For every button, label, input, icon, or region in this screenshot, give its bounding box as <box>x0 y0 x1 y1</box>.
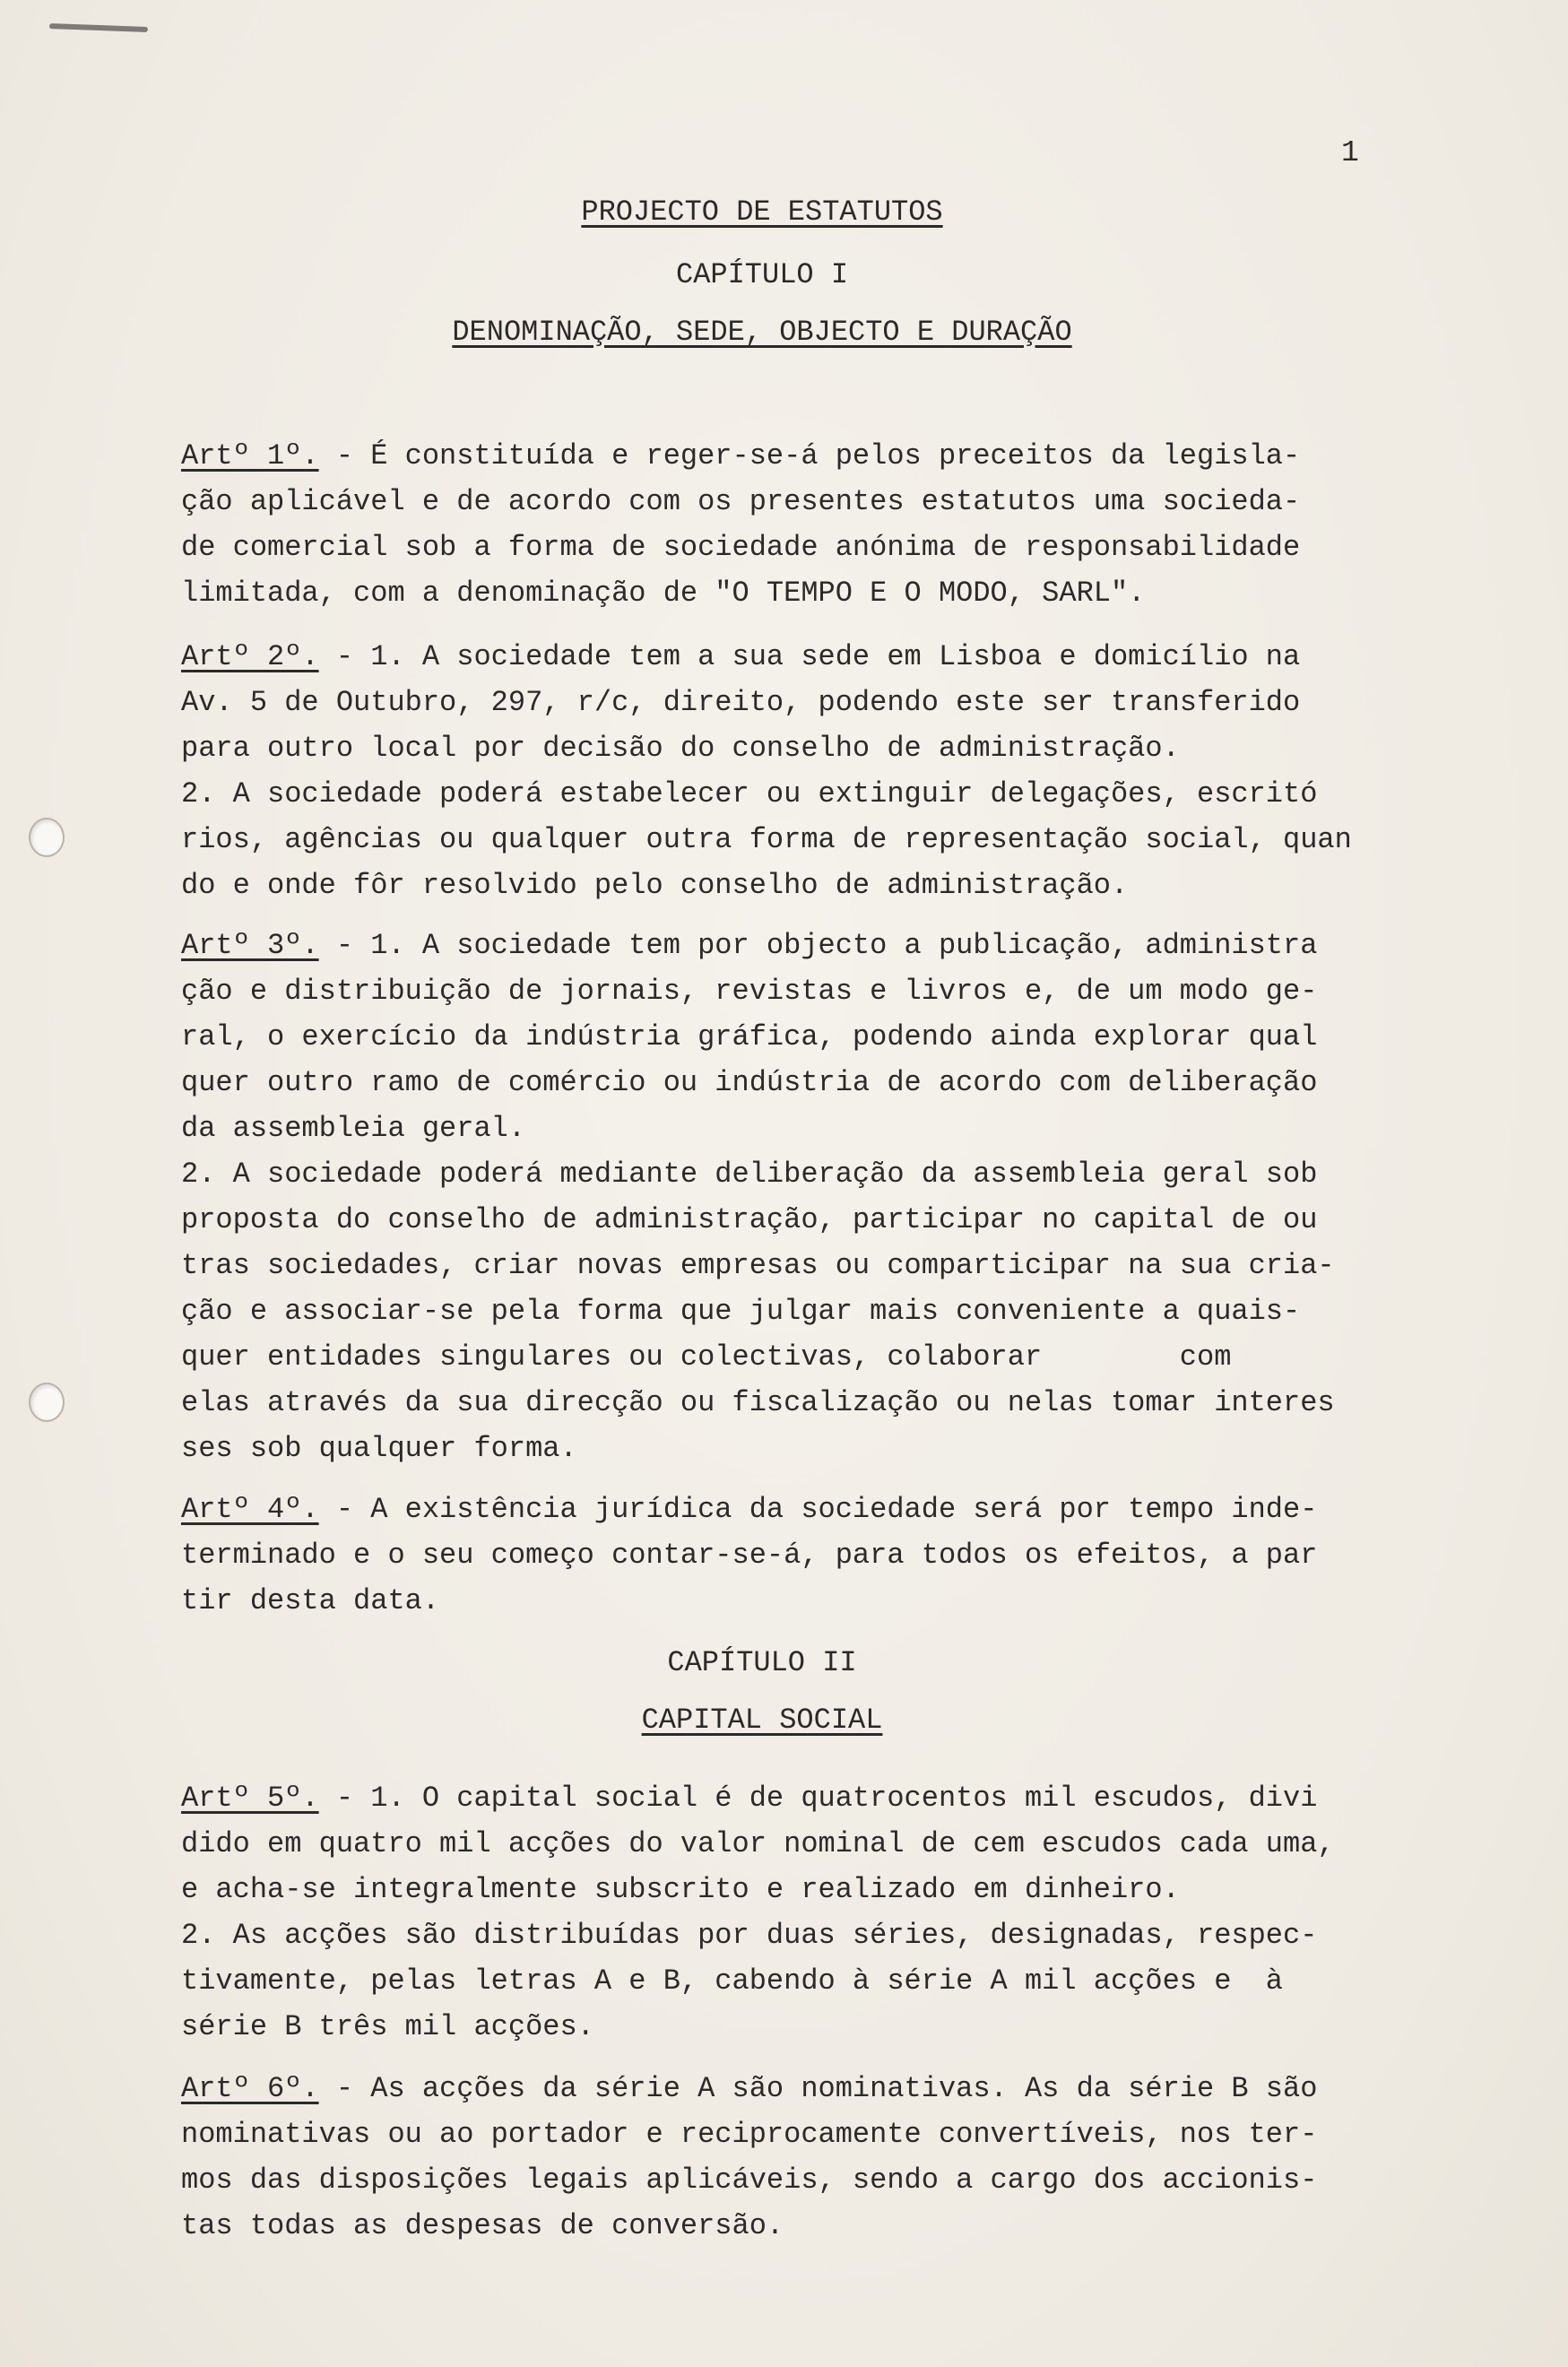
article-label: Artº 1º. <box>181 439 319 473</box>
article-label: Artº 5º. <box>181 1782 319 1815</box>
article-2: Artº 2º. - 1. A sociedade tem a sua sede em Lisboa e domicílio na Av. 5 de Outubro, 297, r/c, direito, podendo este ser transferido para outro local por decisão do conselho de administração. 2. A sociedade poderá estabelecer ou extinguir delegações, escritó rios, agências ou qualquer outra forma de representação social, quan do e onde fôr resolvido pelo conselho de administração. <box>181 640 1352 902</box>
document-title: PROJECTO DE ESTATUTOS <box>581 195 943 229</box>
punch-hole <box>29 1383 65 1422</box>
article-3: Artº 3º. - 1. A sociedade tem por objecto a publicação, administra ção e distribuição de jornais, revistas e livros e, de um modo ge- ral, o exercício da indústria gráfica, podendo ainda explorar qual quer outro ramo de comércio ou indústria de acordo com deliberação da assembleia geral. 2. A sociedade poderá mediante deliberação da assembleia geral sob proposta do conselho de administração, participar no capital de ou tras sociedades, criar novas empresas ou comparticipar na sua cria- ção e associar-se pela forma que julgar mais conveniente a quais- quer entidades singulares ou colectivas, colaborar com elas através da sua direcção ou fiscalização ou nelas tomar interes ses sob qualquer forma. <box>181 929 1335 1465</box>
article-4: Artº 4º. - A existência jurídica da sociedade será por tempo inde- terminado e o seu começo contar-se-á, para todos os efeitos, a par tir desta data. <box>181 1493 1318 1617</box>
article-5: Artº 5º. - 1. O capital social é de quatrocentos mil escudos, divi dido em quatro mil acções do valor nominal de cem escudos cada uma, e acha-se integralmente subscrito e realizado em dinheiro. 2. As acções são distribuídas por duas séries, designadas, respec- tivamente, pelas letras A e B, cabendo à série A mil acções e à série B três mil acções. <box>181 1782 1335 2043</box>
punch-hole <box>29 818 65 857</box>
chapter-2-subtitle: CAPITAL SOCIAL <box>641 1704 883 1737</box>
chapter-1-label: CAPÍTULO I <box>675 258 849 291</box>
article-6: Artº 6º. - As acções da série A são nominativas. As da série B são nominativas ou ao portador e reciprocamente convertíveis, nos ter- mos das disposições legais aplicáveis, sendo a cargo dos accionis- tas todas as despesas de conversão. <box>181 2072 1318 2242</box>
article-1: Artº 1º. - É constituída e reger-se-á pelos preceitos da legisla- ção aplicável e de acordo com os presentes estatutos uma socieda- de comercial sob a forma de sociedade anónima de responsabilidade limitada, com a denominação de "O TEMPO E O MODO, SARL". <box>181 439 1301 610</box>
article-label: Artº 4º. <box>181 1493 319 1526</box>
ink-smudge <box>49 23 148 32</box>
article-label: Artº 2º. <box>181 640 319 673</box>
article-label: Artº 6º. <box>181 2072 319 2105</box>
article-label: Artº 3º. <box>181 929 319 962</box>
page-number: 1 <box>1341 136 1359 169</box>
chapter-1-subtitle: DENOMINAÇÃO, SEDE, OBJECTO E DURAÇÃO <box>452 316 1072 349</box>
chapter-2-label: CAPÍTULO II <box>667 1646 857 1679</box>
